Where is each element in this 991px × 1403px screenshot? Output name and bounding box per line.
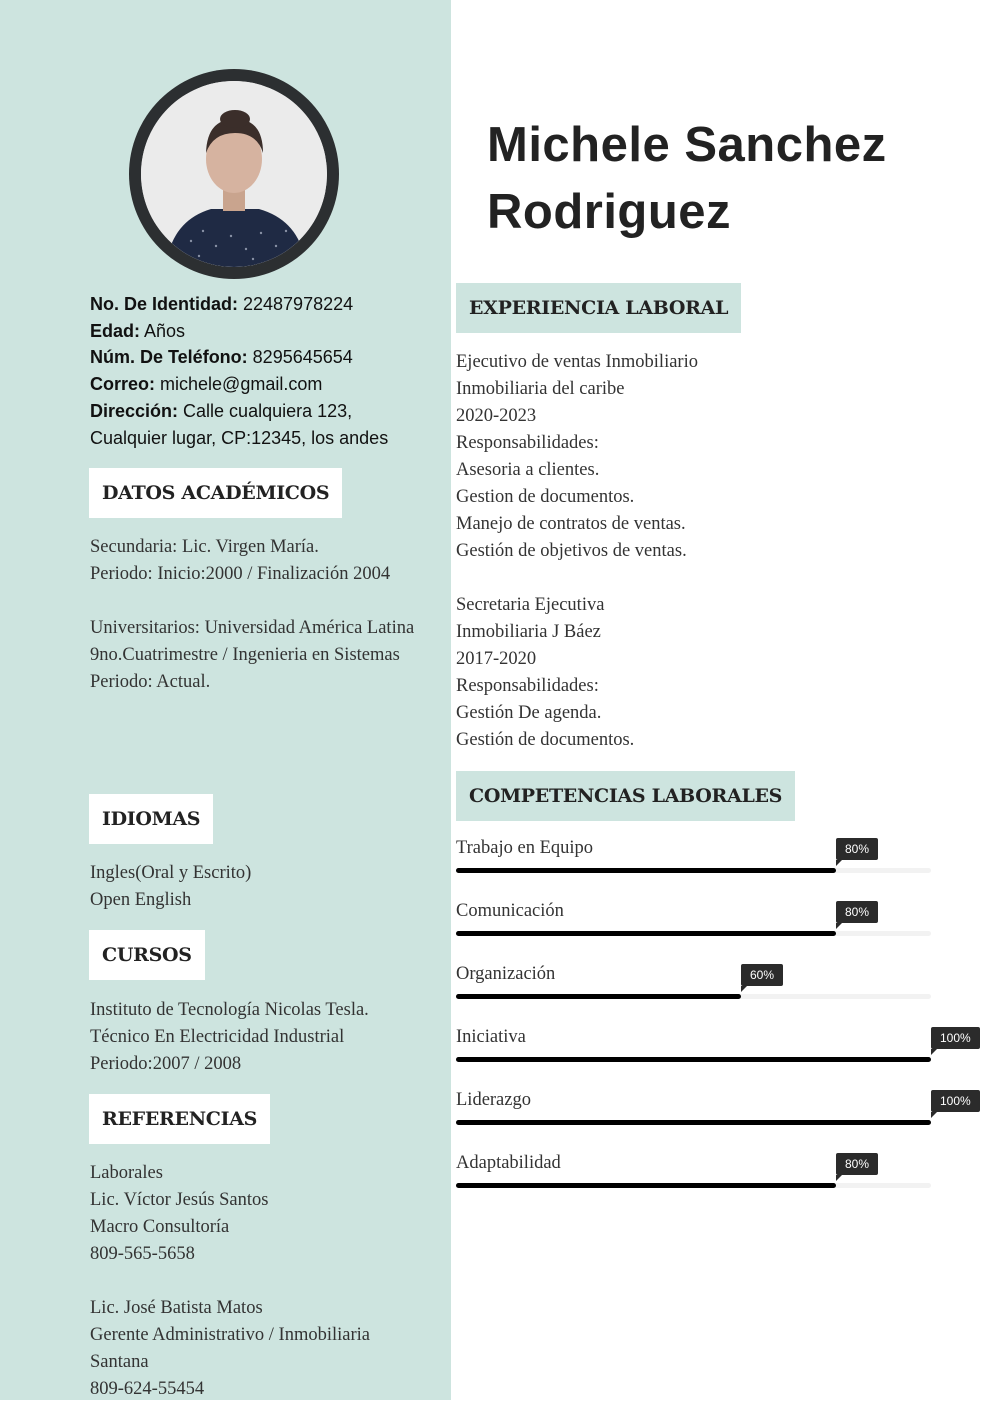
skill-progress-bar [456,868,836,873]
skill-label: Liderazgo [456,1090,531,1110]
contact-value: 8295645654 [247,347,353,368]
skill-percent-badge: 80% [836,901,878,923]
contact-label: Correo: [90,374,156,395]
skill-item [456,901,931,951]
skill-progress-bar [456,1183,836,1188]
name-line-2: Rodriguez [487,185,732,239]
text-line: Asesoria a clientes. [456,460,600,480]
text-line [90,1268,430,1295]
contact-info [90,291,420,451]
contact-email [90,371,420,398]
skill-progress-bar [456,1120,931,1125]
contact-label: No. De Identidad: [90,294,238,314]
text-line: Gestión de objetivos de ventas. [456,541,687,561]
text-line: Ejecutivo de ventas Inmobiliario [456,352,698,372]
profile-photo-frame [129,69,339,279]
text-line: Técnico En Electricidad Industrial [90,1027,345,1047]
text-line: Universitarios: Universidad América Latina [90,618,415,638]
text-line: 809-624-55454 [90,1379,205,1399]
text-line: 2020-2023 [456,406,537,426]
text-line [456,565,936,592]
section-title-languages: IDIOMAS [89,794,213,844]
skill-percent-badge: 100% [931,1027,980,1049]
courses-text [90,997,430,1078]
text-line: Instituto de Tecnología Nicolas Tesla. [90,1000,369,1020]
text-line: Laborales [90,1163,163,1183]
skill-item [456,838,931,888]
skill-item [456,1090,971,1140]
contact-value: Años [140,320,186,341]
section-title-courses: CURSOS [89,930,205,980]
text-line: Macro Consultoría [90,1217,230,1237]
skill-label: Comunicación [456,901,564,921]
skill-percent-badge: 80% [836,838,878,860]
text-line: Periodo:2007 / 2008 [90,1054,242,1074]
skill-item [456,1027,971,1077]
person-photo-icon [141,81,327,267]
section-title-experience: EXPERIENCIA LABORAL [456,283,741,333]
languages-text [90,860,430,914]
text-line: 2017-2020 [456,649,537,669]
person-photo-icon-svg [141,81,327,267]
section-title-skills: COMPETENCIAS LABORALES [456,771,795,821]
text-line: Secundaria: Lic. Virgen María. [90,537,319,557]
text-line: Open English [90,890,192,910]
text-line: 809-565-5658 [90,1244,195,1264]
text-line: Inmobiliaria del caribe [456,379,625,399]
section-title-references: REFERENCIAS [89,1094,270,1144]
contact-age [90,318,420,345]
section-title-academic: DATOS ACADÉMICOS [89,468,342,518]
text-line: Gestion de documentos. [456,487,635,507]
contact-value: michele@gmail.com [155,374,323,395]
text-line: Gestión De agenda. [456,703,602,723]
text-line: Inmobiliaria J Báez [456,622,601,642]
text-line: 9no.Cuatrimestre / Ingenieria en Sistemas [90,645,400,665]
contact-label: Edad: [90,320,141,341]
contact-phone [90,344,420,371]
text-line: Responsabilidades: [456,433,599,453]
skill-label: Trabajo en Equipo [456,838,594,858]
text-line: Ingles(Oral y Escrito) [90,863,252,883]
references-text [90,1160,430,1403]
contact-address [90,398,420,451]
contact-value: 22487978224 [238,294,354,314]
skill-item [456,964,931,1014]
text-line: Responsabilidades: [456,676,599,696]
skill-progress-bar [456,994,741,999]
text-line: Lic. Víctor Jesús Santos [90,1190,269,1210]
text-line: Gestión de documentos. [456,730,635,750]
skill-progress-bar [456,1057,931,1062]
experience-text [456,349,936,754]
contact-label: Dirección: [90,400,179,421]
academic-text [90,534,430,696]
skill-item [456,1153,931,1203]
skill-label: Iniciativa [456,1027,526,1047]
text-line: Secretaria Ejecutiva [456,595,605,615]
skill-percent-badge: 100% [931,1090,980,1112]
text-line: Lic. José Batista Matos [90,1298,263,1318]
text-line [90,588,430,615]
text-line: Periodo: Actual. [90,672,211,692]
skill-label: Adaptabilidad [456,1153,561,1173]
text-line: Periodo: Inicio:2000 / Finalización 2004 [90,564,391,584]
page-title [487,112,887,246]
skill-label: Organización [456,964,556,984]
text-line: Manejo de contratos de ventas. [456,514,686,534]
text-line: Gerente Administrativo / Inmobiliaria Santana [90,1325,371,1372]
skill-percent-badge: 80% [836,1153,878,1175]
contact-label: Núm. De Teléfono: [90,347,248,368]
contact-value: Calle cualquiera 123, Cualquier lugar, CP:12345, los andes [90,400,389,448]
skill-percent-badge: 60% [741,964,783,986]
contact-id [90,291,420,318]
name-line-1: Michele Sanchez [487,118,887,172]
skill-progress-bar [456,931,836,936]
